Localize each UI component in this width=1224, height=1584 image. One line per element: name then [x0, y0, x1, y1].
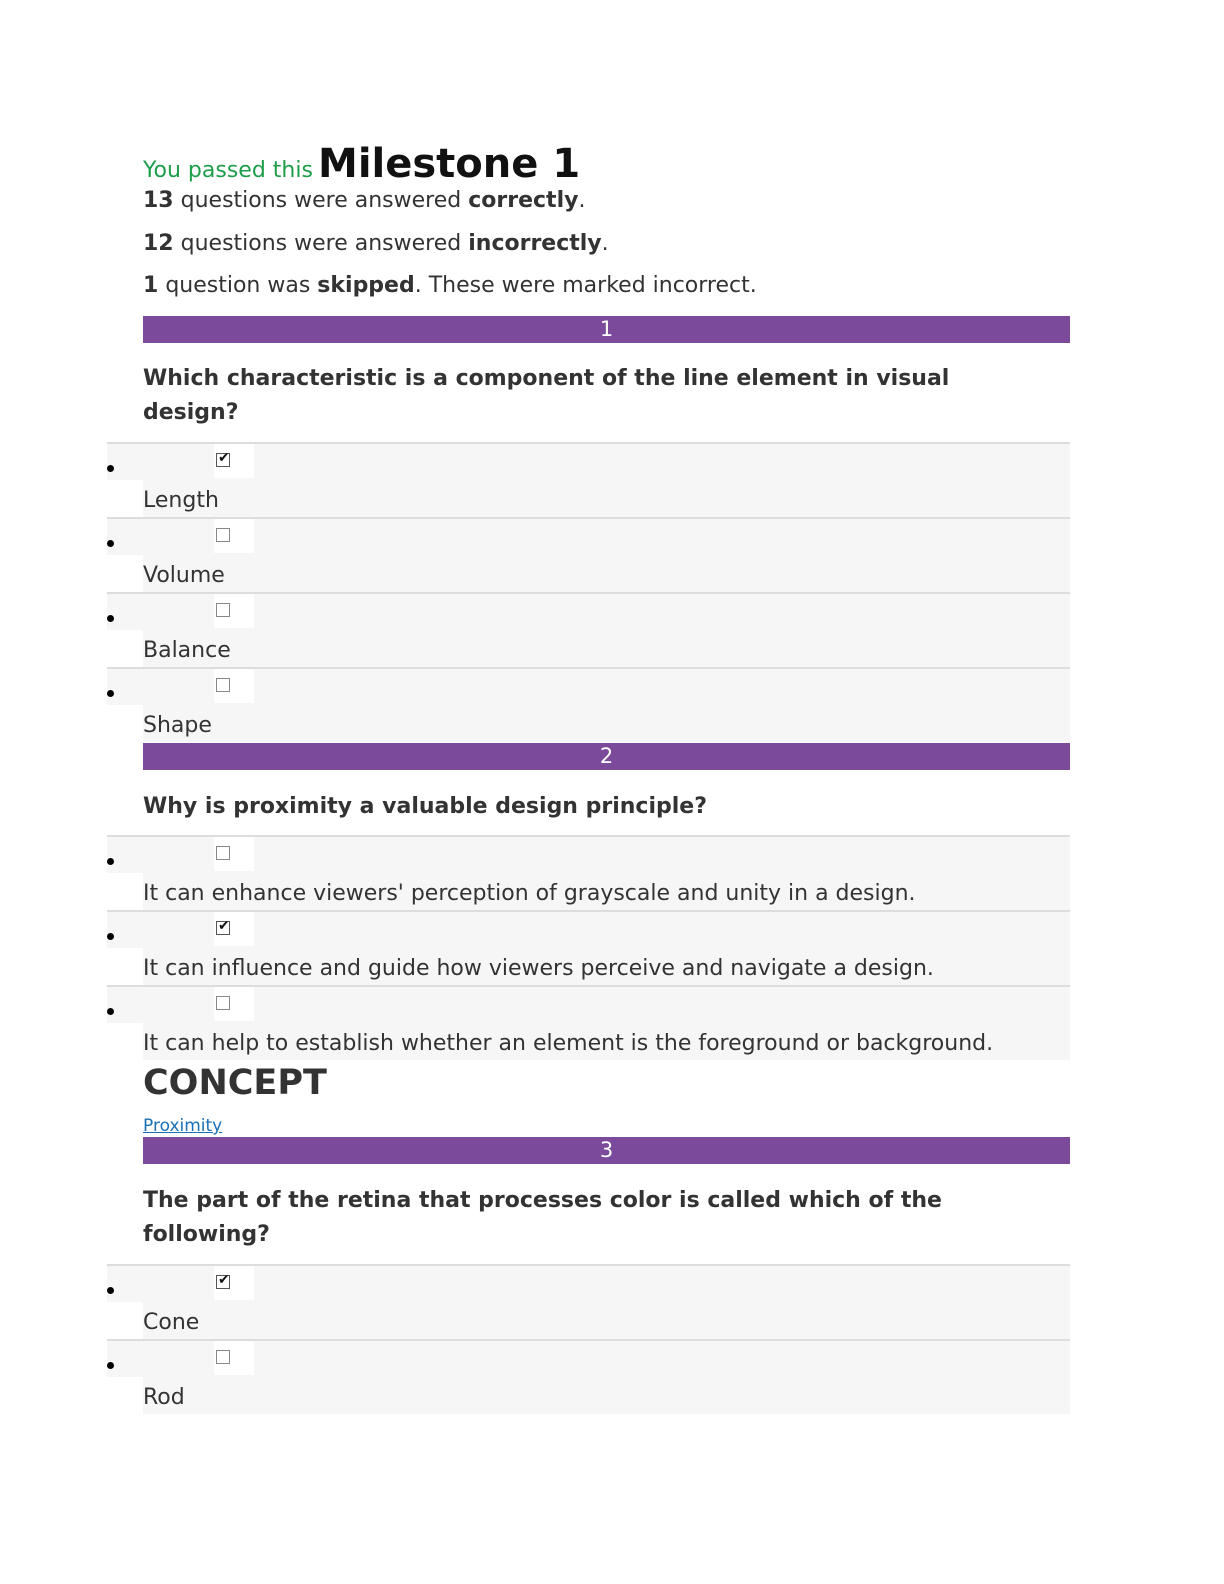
skipped-pre-text: question was: [165, 273, 311, 298]
checkbox-unchecked-icon[interactable]: [216, 603, 230, 617]
bullet-background: [107, 1302, 143, 1341]
bullet-background: [107, 1023, 143, 1062]
answer-label: It can enhance viewers' perception of grayscale and unity in a design.: [143, 881, 916, 906]
answer-label: Shape: [143, 713, 212, 738]
incorrect-summary: [143, 231, 609, 256]
bullet-background: [107, 555, 143, 594]
incorrect-word: incorrectly: [468, 231, 602, 256]
checkbox-unchecked-icon[interactable]: [216, 846, 230, 860]
question-text: Which characteristic is a component of the line element in visual design?: [143, 366, 950, 425]
bullet-icon: [107, 1287, 114, 1294]
correct-period: .: [578, 188, 586, 213]
bullet-icon: [107, 540, 114, 547]
question-text: The part of the retina that processes color is called which of the following?: [143, 1188, 942, 1247]
incorrect-period: .: [601, 231, 609, 256]
answer-label: Balance: [143, 638, 231, 663]
bullet-icon: [107, 465, 114, 472]
bullet-icon: [107, 933, 114, 940]
bullet-icon: [107, 858, 114, 865]
answer-label: Length: [143, 488, 219, 513]
answer-label: Volume: [143, 563, 225, 588]
concept-link[interactable]: Proximity: [143, 1116, 223, 1136]
checkbox-unchecked-icon[interactable]: [216, 996, 230, 1010]
checkbox-checked-icon[interactable]: [216, 918, 230, 935]
checkmark-icon: ✔: [218, 918, 230, 934]
incorrect-count: 12: [143, 231, 174, 256]
bullet-background: [107, 1377, 143, 1416]
question-number-bar: 1: [143, 316, 1070, 343]
skipped-word: skipped: [317, 273, 415, 298]
answer-option: [107, 1339, 1070, 1414]
answer-option: [107, 1264, 1070, 1339]
concept-heading: CONCEPT: [143, 1063, 327, 1103]
answer-option: [107, 985, 1070, 1060]
bullet-background: [107, 480, 143, 519]
page-header: [143, 141, 580, 187]
bullet-background: [107, 948, 143, 987]
bullet-icon: [107, 1362, 114, 1369]
passed-text: You passed this: [143, 158, 313, 183]
question-number-bar: 2: [143, 743, 1070, 770]
checkmark-icon: ✔: [218, 1272, 230, 1288]
correct-summary: [143, 188, 585, 213]
answer-label: It can help to establish whether an element is the foreground or background.: [143, 1031, 994, 1056]
correct-word: correctly: [468, 188, 579, 213]
correct-count: 13: [143, 188, 174, 213]
incorrect-pre-text: questions were answered: [180, 231, 462, 256]
answer-option: [107, 517, 1070, 592]
answer-option: [107, 835, 1070, 910]
skipped-summary: [143, 273, 757, 298]
correct-pre-text: questions were answered: [180, 188, 462, 213]
answer-option: [107, 910, 1070, 985]
bullet-icon: [107, 690, 114, 697]
checkbox-unchecked-icon[interactable]: [216, 528, 230, 542]
answer-label: Rod: [143, 1385, 185, 1410]
bullet-background: [107, 630, 143, 669]
checkmark-icon: ✔: [218, 450, 230, 466]
question-number-bar: 3: [143, 1137, 1070, 1164]
page-title: Milestone 1: [318, 141, 581, 187]
bullet-background: [107, 705, 143, 744]
question-text: Why is proximity a valuable design principle?: [143, 794, 707, 819]
bullet-icon: [107, 1008, 114, 1015]
bullet-background: [107, 873, 143, 912]
bullet-icon: [107, 615, 114, 622]
checkbox-unchecked-icon[interactable]: [216, 678, 230, 692]
skipped-count: 1: [143, 273, 159, 298]
answer-option: [107, 592, 1070, 667]
checkbox-checked-icon[interactable]: [216, 1272, 230, 1289]
answer-option: [107, 442, 1070, 517]
skipped-post-text: . These were marked incorrect.: [414, 273, 757, 298]
answer-label: Cone: [143, 1310, 200, 1335]
answer-option: [107, 667, 1070, 742]
checkbox-checked-icon[interactable]: [216, 450, 230, 467]
checkbox-unchecked-icon[interactable]: [216, 1350, 230, 1364]
answer-label: It can influence and guide how viewers perceive and navigate a design.: [143, 956, 934, 981]
